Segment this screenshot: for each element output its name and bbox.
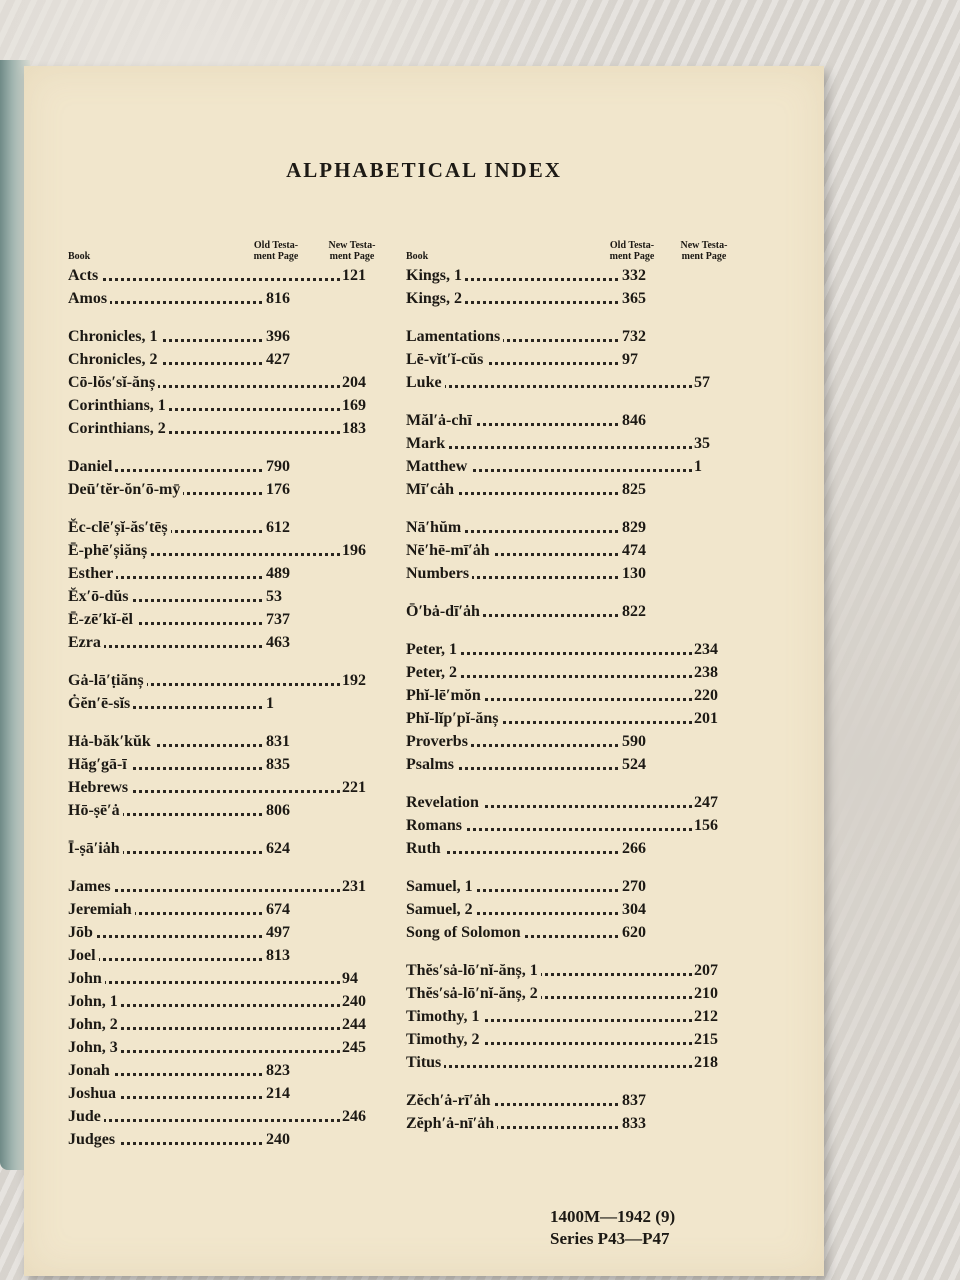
index-entry bbox=[406, 982, 736, 1005]
book-name: Peter, 1 bbox=[406, 641, 460, 658]
group-spacer bbox=[406, 394, 736, 409]
old-testament-page: 590 bbox=[620, 730, 648, 753]
index-entry bbox=[406, 1005, 736, 1028]
book-name: Nē′hē-mī′ȧh bbox=[406, 542, 493, 559]
book-name: Gȧ-lā′ṭiănș bbox=[68, 672, 147, 689]
index-entry bbox=[68, 898, 388, 921]
group-spacer bbox=[406, 944, 736, 959]
index-entry bbox=[406, 1089, 736, 1112]
book-name: Mark bbox=[406, 435, 448, 452]
book-name: Deū′tĕr-ŏn′ō-mȳ bbox=[68, 481, 183, 498]
book-name: Daniel bbox=[68, 458, 115, 475]
index-entry bbox=[406, 661, 736, 684]
index-entry bbox=[406, 837, 736, 860]
book-name: Ġĕn′ē-sĭs bbox=[68, 695, 133, 712]
old-testament-page: 427 bbox=[264, 348, 292, 371]
old-testament-page: 822 bbox=[620, 600, 648, 623]
print-footer bbox=[550, 1206, 675, 1250]
index-entry bbox=[406, 409, 736, 432]
book-name: Proverbs bbox=[406, 733, 471, 750]
book-name: Nā′hŭm bbox=[406, 519, 464, 536]
old-testament-page: 176 bbox=[264, 478, 292, 501]
new-testament-page: 183 bbox=[340, 417, 368, 440]
book-name: Peter, 2 bbox=[406, 664, 460, 681]
book-name: Samuel, 2 bbox=[406, 901, 476, 918]
index-entry bbox=[68, 371, 388, 394]
book-name: Phĭ-lĭp′pĭ-ănș bbox=[406, 710, 502, 727]
book-name: Judges bbox=[68, 1131, 118, 1148]
book-name: Thĕs′sȧ-lō′nĭ-ănș, 1 bbox=[406, 962, 541, 979]
leader-dots bbox=[68, 278, 340, 281]
new-testament-page: 231 bbox=[340, 875, 368, 898]
old-testament-page: 833 bbox=[620, 1112, 648, 1135]
book-name: Lamentations bbox=[406, 328, 503, 345]
index-entry bbox=[406, 791, 736, 814]
index-entry bbox=[68, 944, 388, 967]
new-testament-page: 156 bbox=[692, 814, 720, 837]
book-name: Hebrews bbox=[68, 779, 131, 796]
index-entry bbox=[406, 371, 736, 394]
book-name: Joel bbox=[68, 947, 99, 964]
new-testament-page: 204 bbox=[340, 371, 368, 394]
index-entry bbox=[406, 921, 736, 944]
header-book: Book bbox=[68, 251, 91, 262]
index-entry bbox=[68, 1128, 388, 1151]
old-testament-page: 396 bbox=[264, 325, 292, 348]
book-name: John, 3 bbox=[68, 1039, 121, 1056]
old-testament-page: 620 bbox=[620, 921, 648, 944]
new-testament-page: 192 bbox=[340, 669, 368, 692]
new-testament-page: 169 bbox=[340, 394, 368, 417]
index-entry bbox=[406, 753, 736, 776]
index-entry bbox=[68, 1036, 388, 1059]
book-name: Ezra bbox=[68, 634, 104, 651]
group-spacer bbox=[406, 585, 736, 600]
index-entry bbox=[406, 478, 736, 501]
book-name: Hȧ-băk′kŭk bbox=[68, 733, 154, 750]
old-testament-page: 612 bbox=[264, 516, 292, 539]
index-entry bbox=[406, 455, 736, 478]
book-name: Matthew bbox=[406, 458, 470, 475]
old-testament-page: 53 bbox=[264, 585, 284, 608]
index-entry bbox=[68, 585, 388, 608]
book-name: Chronicles, 1 bbox=[68, 328, 160, 345]
book-name: Ruth bbox=[406, 840, 444, 857]
index-entry bbox=[406, 600, 736, 623]
new-testament-page: 212 bbox=[692, 1005, 720, 1028]
group-spacer bbox=[406, 860, 736, 875]
new-testament-page: 218 bbox=[692, 1051, 720, 1074]
header-book: Book bbox=[406, 251, 429, 262]
new-testament-page: 245 bbox=[340, 1036, 368, 1059]
column-header-right bbox=[406, 214, 736, 264]
header-new-testament: New Testa- ment Page bbox=[680, 240, 728, 262]
index-entry bbox=[406, 638, 736, 661]
index-entry bbox=[68, 631, 388, 654]
book-name: Ī-ṣā′iȧh bbox=[68, 840, 123, 857]
leader-dots bbox=[406, 1065, 692, 1068]
index-entry bbox=[68, 562, 388, 585]
group-spacer bbox=[68, 501, 388, 516]
book-name: Cō-lŏs′sĭ-ănș bbox=[68, 374, 158, 391]
group-spacer bbox=[68, 654, 388, 669]
book-name: Revelation bbox=[406, 794, 482, 811]
index-entry bbox=[406, 1028, 736, 1051]
index-entry bbox=[406, 287, 736, 310]
old-testament-page: 624 bbox=[264, 837, 292, 860]
old-testament-page: 835 bbox=[264, 753, 292, 776]
index-entry bbox=[406, 264, 736, 287]
index-entry bbox=[68, 539, 388, 562]
leader-dots bbox=[406, 385, 692, 388]
new-testament-page: 94 bbox=[340, 967, 360, 990]
index-entry bbox=[68, 837, 388, 860]
group-spacer bbox=[68, 440, 388, 455]
old-testament-page: 489 bbox=[264, 562, 292, 585]
book-name: Romans bbox=[406, 817, 465, 834]
new-testament-page: 234 bbox=[692, 638, 720, 661]
old-testament-page: 829 bbox=[620, 516, 648, 539]
old-testament-page: 823 bbox=[264, 1059, 292, 1082]
old-testament-page: 240 bbox=[264, 1128, 292, 1151]
old-testament-page: 806 bbox=[264, 799, 292, 822]
book-name: Hăg′gā-ī bbox=[68, 756, 130, 773]
index-entry bbox=[406, 875, 736, 898]
leader-dots bbox=[68, 935, 262, 938]
header-old-testament: Old Testa- ment Page bbox=[253, 240, 299, 262]
index-entry bbox=[68, 1082, 388, 1105]
index-entry bbox=[68, 394, 388, 417]
book-name: Psalms bbox=[406, 756, 457, 773]
book-name: Chronicles, 2 bbox=[68, 351, 160, 368]
index-entry bbox=[68, 1105, 388, 1128]
book-name: Kings, 1 bbox=[406, 267, 465, 284]
book-name: Titus bbox=[406, 1054, 444, 1071]
book-name: Corinthians, 2 bbox=[68, 420, 169, 437]
index-entry bbox=[406, 432, 736, 455]
book-name: Kings, 2 bbox=[406, 290, 465, 307]
new-testament-page: 121 bbox=[340, 264, 368, 287]
old-testament-page: 97 bbox=[620, 348, 640, 371]
old-testament-page: 737 bbox=[264, 608, 292, 631]
index-entry bbox=[406, 707, 736, 730]
new-testament-page: 238 bbox=[692, 661, 720, 684]
book-name: Ē-phē′șiănș bbox=[68, 542, 150, 559]
old-testament-page: 332 bbox=[620, 264, 648, 287]
index-entry bbox=[68, 264, 388, 287]
book-name: Acts bbox=[68, 267, 101, 284]
book-name: Corinthians, 1 bbox=[68, 397, 169, 414]
new-testament-page: 246 bbox=[340, 1105, 368, 1128]
new-testament-page: 1 bbox=[692, 455, 704, 478]
book-name: Phĭ-lē′mŏn bbox=[406, 687, 484, 704]
new-testament-page: 215 bbox=[692, 1028, 720, 1051]
index-entry bbox=[406, 1051, 736, 1074]
old-testament-page: 674 bbox=[264, 898, 292, 921]
book-name: Thĕs′sȧ-lō′nĭ-ănș, 2 bbox=[406, 985, 541, 1002]
book-name: Ĕx′ō-dŭs bbox=[68, 588, 132, 605]
index-entry bbox=[406, 348, 736, 371]
old-testament-page: 270 bbox=[620, 875, 648, 898]
book-name: Numbers bbox=[406, 565, 472, 582]
book-name: Zĕch′ȧ-rī′ȧh bbox=[406, 1092, 494, 1109]
index-entry bbox=[406, 814, 736, 837]
book-name: Esther bbox=[68, 565, 116, 582]
new-testament-page: 240 bbox=[340, 990, 368, 1013]
new-testament-page: 207 bbox=[692, 959, 720, 982]
leader-dots bbox=[68, 981, 340, 984]
new-testament-page: 247 bbox=[692, 791, 720, 814]
old-testament-page: 365 bbox=[620, 287, 648, 310]
footer-print-run: 1400M—1942 (9) bbox=[550, 1207, 676, 1226]
book-name: Lē-vĭt′ĭ-cŭs bbox=[406, 351, 486, 368]
book-name: Samuel, 1 bbox=[406, 878, 476, 895]
index-entry bbox=[406, 730, 736, 753]
group-spacer bbox=[406, 623, 736, 638]
index-entry bbox=[68, 1059, 388, 1082]
index-entry bbox=[406, 516, 736, 539]
book-name: Zĕph′ȧ-nī′ȧh bbox=[406, 1115, 497, 1132]
book-name: Ē-zē′kĭ-ĕl bbox=[68, 611, 136, 628]
index-entry bbox=[68, 669, 388, 692]
index-entry bbox=[406, 325, 736, 348]
book-name: Hō-ṣē′ȧ bbox=[68, 802, 123, 819]
header-old-testament: Old Testa- ment Page bbox=[609, 240, 655, 262]
footer-series: Series P43—P47 bbox=[550, 1229, 670, 1248]
old-testament-page: 497 bbox=[264, 921, 292, 944]
group-spacer bbox=[406, 776, 736, 791]
index-entry bbox=[68, 608, 388, 631]
index-entry bbox=[68, 516, 388, 539]
index-entry bbox=[406, 539, 736, 562]
index-entry bbox=[68, 753, 388, 776]
old-testament-page: 524 bbox=[620, 753, 648, 776]
index-entry bbox=[68, 921, 388, 944]
index-entry bbox=[406, 684, 736, 707]
index-entry bbox=[68, 776, 388, 799]
book-name: Amos bbox=[68, 290, 110, 307]
book-name: John, 2 bbox=[68, 1016, 121, 1033]
old-testament-page: 837 bbox=[620, 1089, 648, 1112]
group-spacer bbox=[406, 501, 736, 516]
group-spacer bbox=[406, 310, 736, 325]
column-header-left bbox=[68, 214, 388, 264]
page-title: ALPHABETICAL INDEX bbox=[286, 158, 562, 182]
old-testament-page: 813 bbox=[264, 944, 292, 967]
old-testament-page: 130 bbox=[620, 562, 648, 585]
old-testament-page: 463 bbox=[264, 631, 292, 654]
index-entry bbox=[68, 967, 388, 990]
book-name: John, 1 bbox=[68, 993, 121, 1010]
new-testament-page: 57 bbox=[692, 371, 712, 394]
index-entry bbox=[68, 417, 388, 440]
leader-dots bbox=[68, 1119, 340, 1122]
group-spacer bbox=[406, 1074, 736, 1089]
index-entry bbox=[406, 562, 736, 585]
book-name: John bbox=[68, 970, 105, 987]
new-testament-page: 35 bbox=[692, 432, 712, 455]
new-testament-page: 196 bbox=[340, 539, 368, 562]
old-testament-page: 732 bbox=[620, 325, 648, 348]
old-testament-page: 1 bbox=[264, 692, 276, 715]
group-spacer bbox=[68, 715, 388, 730]
book-name: Jude bbox=[68, 1108, 104, 1125]
new-testament-page: 201 bbox=[692, 707, 720, 730]
index-column-right bbox=[406, 214, 736, 1135]
book-name: Joshua bbox=[68, 1085, 119, 1102]
book-name: Luke bbox=[406, 374, 445, 391]
old-testament-page: 790 bbox=[264, 455, 292, 478]
new-testament-page: 244 bbox=[340, 1013, 368, 1036]
header-new-testament: New Testa- ment Page bbox=[328, 240, 376, 262]
index-entry bbox=[68, 348, 388, 371]
index-entry bbox=[68, 799, 388, 822]
book-name: Jeremiah bbox=[68, 901, 135, 918]
book-name: James bbox=[68, 878, 114, 895]
index-entry bbox=[68, 875, 388, 898]
index-entries-left bbox=[68, 264, 388, 1151]
book-name: Jonah bbox=[68, 1062, 113, 1079]
new-testament-page: 220 bbox=[692, 684, 720, 707]
new-testament-page: 210 bbox=[692, 982, 720, 1005]
index-entry bbox=[68, 478, 388, 501]
index-entry bbox=[68, 990, 388, 1013]
old-testament-page: 214 bbox=[264, 1082, 292, 1105]
index-entry bbox=[406, 898, 736, 921]
group-spacer bbox=[68, 310, 388, 325]
group-spacer bbox=[68, 860, 388, 875]
index-entries-right bbox=[406, 264, 736, 1135]
book-name: Măl′ȧ-chī bbox=[406, 412, 475, 429]
old-testament-page: 474 bbox=[620, 539, 648, 562]
index-entry bbox=[68, 730, 388, 753]
index-entry bbox=[406, 1112, 736, 1135]
old-testament-page: 846 bbox=[620, 409, 648, 432]
index-entry bbox=[68, 692, 388, 715]
book-name: Mī′cȧh bbox=[406, 481, 457, 498]
book-name: Timothy, 1 bbox=[406, 1008, 483, 1025]
old-testament-page: 816 bbox=[264, 287, 292, 310]
book-name: Song of Solomon bbox=[406, 924, 524, 941]
index-entry bbox=[68, 455, 388, 478]
old-testament-page: 825 bbox=[620, 478, 648, 501]
index-entry bbox=[68, 287, 388, 310]
index-entry bbox=[68, 1013, 388, 1036]
book-name: Timothy, 2 bbox=[406, 1031, 483, 1048]
index-column-left bbox=[68, 214, 388, 1151]
old-testament-page: 831 bbox=[264, 730, 292, 753]
index-page bbox=[24, 66, 824, 1276]
group-spacer bbox=[68, 822, 388, 837]
leader-dots bbox=[406, 446, 692, 449]
book-name: Ō′bȧ-dī′ȧh bbox=[406, 603, 483, 620]
book-name: Ĕc-clē′șĭ-ăs′tēș bbox=[68, 519, 171, 536]
old-testament-page: 304 bbox=[620, 898, 648, 921]
new-testament-page: 221 bbox=[340, 776, 368, 799]
index-entry bbox=[406, 959, 736, 982]
index-entry bbox=[68, 325, 388, 348]
old-testament-page: 266 bbox=[620, 837, 648, 860]
book-name: Jōb bbox=[68, 924, 96, 941]
